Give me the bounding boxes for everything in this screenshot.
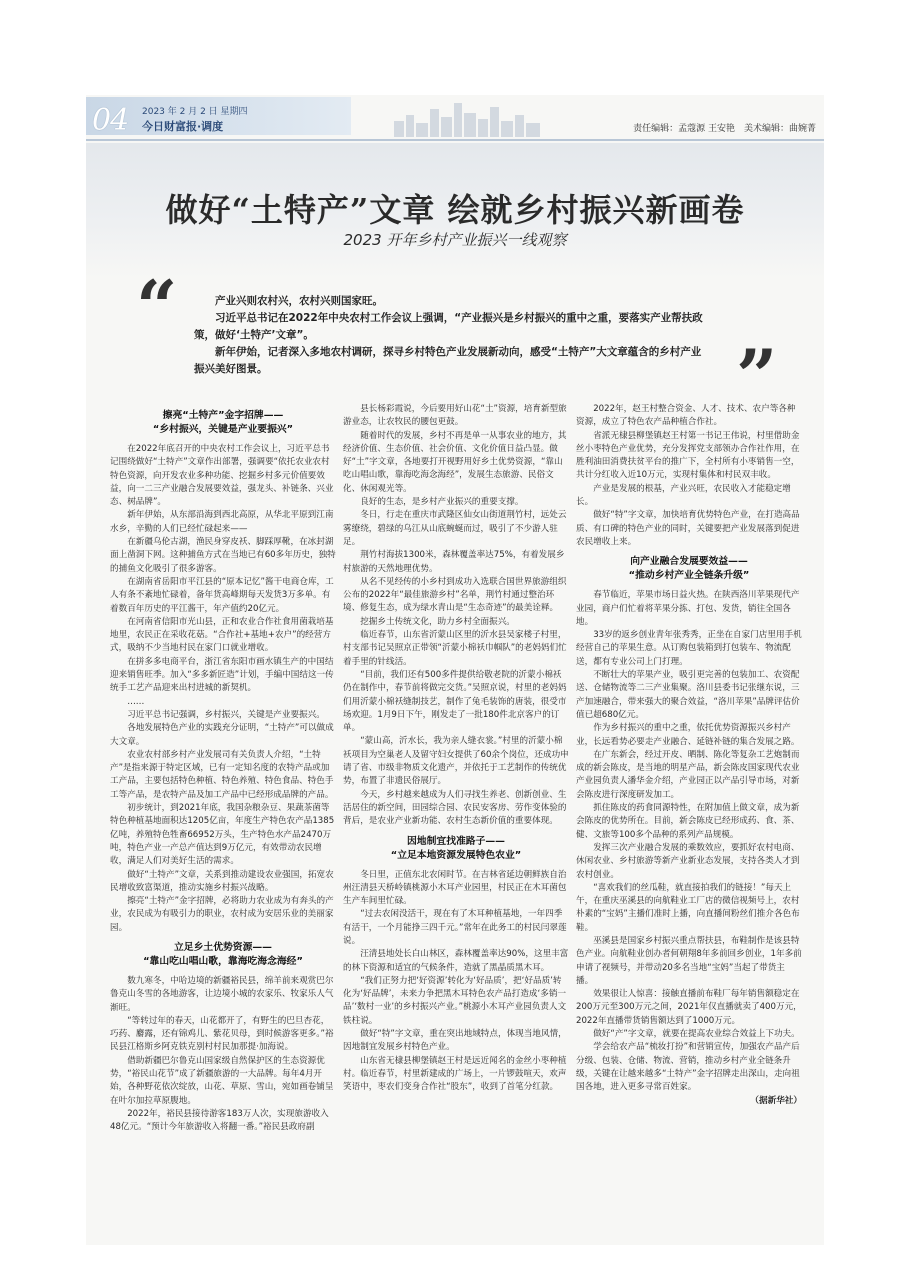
paragraph: 良好的生态，是乡村产业振兴的重要支撑。 — [360, 497, 524, 508]
section-name: 今日财富报·调度 — [142, 120, 224, 133]
paragraph: 数九寒冬，中哈边境的新疆裕民县，绵羊前来观赏巴尔鲁克山冬雪的各地游客，让边境小城的农家乐、牧家乐人气渐旺。 — [110, 975, 334, 1013]
paragraph: …… — [127, 696, 145, 707]
paragraph: 在河南省信阳市光山县，正和农业合作社食用菌栽培基地里，农民正在采收花菇。“合作社+基地+农户”的经营方式，吸纳不少当地村民在家门口就业增收。 — [110, 616, 334, 654]
paragraph: “喜欢我们的丝瓜鞋，就直接拍我们的链接！”每天上午，在重庆巫溪县的向航鞋业工厂店的微信视频号上，农村朴素的“宝妈”主播们准时上播，向直播间粉丝们推介各色布鞋。 — [576, 882, 800, 933]
paragraph: 抓住陈皮的药食同源特性，在附加值上做文章，成为新会陈皮的优势所在。目前，新会陈皮已经形成药、食、茶、健、文旅等100多个品种的系列产品规模。 — [576, 803, 800, 840]
paragraph: 新年伊始，记者深入多地农村调研，探寻乡村特色产业发展新动向，感受“土特产”大文章蕴含的乡村产业振兴美好图景。 — [194, 346, 702, 375]
column-3 — [576, 403, 802, 1108]
section-body — [576, 589, 802, 1094]
paragraph: 效果很让人惊喜：接触直播前布鞋厂每年销售额稳定在200万元至300万元之间，2021年仅直播就卖了400万元，2022年直播带货销售额达到了1000万元。 — [576, 989, 802, 1026]
section-body — [343, 869, 569, 1095]
paragraph: 冬日，行走在重庆市武隆区仙女山街道荆竹村，远处云雾缭绕，碧绿的乌江从山底蜿蜒而过，吸引了不少游人驻足。 — [343, 510, 567, 547]
paragraph: 巫溪县是国家乡村振兴重点帮扶县，布鞋制作是该县特色产业。向航鞋业创办者何朝翔8年多前回乡创业，1年多前申请了视频号，并带动20多名当地“宝妈”当起了带货主播。 — [576, 935, 802, 986]
paragraph: 冬日里，正值东北农闲时节。在吉林省延边朝鲜族自治州汪清县天桥岭镇桃源小木耳产业园里，村民正在木耳菌包生产车间里忙碌。 — [343, 869, 567, 907]
paragraph: 做好“产”字文章，就要在提高农业综合效益上下功夫。 — [593, 1029, 800, 1040]
paragraph: 从名不见经传的小乡村到成功入选联合国世界旅游组织公布的2022年“最佳旅游乡村”名单，荆竹村通过整治环境、修复生态，成为绿水青山是“生态奇迹”的最美诠释。 — [343, 576, 567, 614]
paragraph: 新年伊始，从东部沿海到西北高原，从华北平原到江南水乡，辛勤的人们已经忙碌起来—— — [110, 510, 334, 534]
paragraph: 在新疆乌伦古湖，渔民身穿皮袄、脚踩厚靴，在冰封湖面上凿洞下网。这种捕鱼方式在当地已有60多年历史，独特的捕鱼文化吸引了很多游客。 — [110, 537, 336, 574]
article-title: 做好“土特产”文章 绘就乡村振兴新画卷 — [165, 191, 745, 229]
section-body — [110, 443, 336, 935]
paragraph: 产业是发展的根基，产业兴旺，农民收入才能稳定增长。 — [576, 483, 791, 508]
paragraph: “我们正努力把‘好资源’转化为‘好品质’，把‘好品质’转化为‘好品牌’，未来力争把黑木耳特色农产品打造成‘多销一品’‘数村一业’的乡村振兴产业。”桃源小木耳产业园负责人文铁柱说。 — [343, 975, 567, 1026]
section-heading: 擦亮“土特产”金字招牌—— “乡村振兴，关键是产业要振兴” — [152, 410, 294, 435]
paragraph: 不断壮大的苹果产业，吸引更完善的包装加工、农资配送、仓储物流等二三产业集聚。洛川县委书记张继东说，三产加速融合，带来强大的聚合效益，“洛川苹果”品牌评估价值已超680亿元。 — [576, 670, 800, 720]
paragraph: “等转过年的春天，山花都开了，有野生的巴旦杏花，巧药、麝露，还有锦鸡儿、紫花贝母，到时候游客更多。”裕民县江格斯乡阿克铁克别村村民加那提·加海说。 — [110, 1015, 334, 1053]
section-heading: 因地制宜找准路子—— “立足本地资源发展特色农业” — [390, 835, 522, 861]
paragraph: 随着时代的发展，乡村不再是单一从事农业的地方，其经济价值、生态价值、社会价值、文化价值日益凸显。做好“土”字文章，各地要打开视野用好乡土优势资源，“靠山吃山唱山歌，靠海吃海念海经”，发展生态旅游、民俗文化、休闲观光等。 — [343, 430, 567, 494]
issue-date: 2023 年 2 月 2 日 星期四 — [142, 107, 248, 117]
paragraph: 2022年，赵王村整合资金、人才、技术、农户等各种资源，成立了特色农产品种植合作社。 — [576, 404, 796, 428]
paragraph: 在广东新会，经过开皮、晒制、陈化等复杂工艺炮制而成的新会陈皮，是当地的明星产品，新会陈皮国家现代农业产业园负责人潘华金介绍，产业园正以产品引导市场，对新会陈皮进行深度研发加工。 — [576, 749, 800, 800]
section-heading: 向产业融合发展要效益—— “推动乡村产业全链条升级” — [628, 556, 750, 582]
paragraph: 农业农村部乡村产业发展司有关负责人介绍，“土特产”是指来源于特定区域，已有一定知名度的农特产品或加工产品，主要包括特色种植、特色养殖、特色食品、特色手工等产品，是农特产品及加工产品中已经形成品牌的产品。 — [110, 749, 334, 800]
column-2 — [343, 403, 569, 1095]
editors-credit: 责任编辑：孟蔻源 王安艳 美术编辑：曲婉菁 — [633, 124, 816, 134]
page-number: 04 — [92, 103, 129, 138]
paragraph: 33岁的返乡创业青年张秀秀，正坐在自家门店里用手机经营自己的苹果生意。从订购包装箱到打包装车、物流配送，都有专业公司上门打理。 — [576, 630, 802, 667]
paragraph: “过去农闲没活干，现在有了木耳种植基地，一年四季有活干，一个月能挣三四千元。”常年在此务工的村民闫翠莲说。 — [343, 909, 567, 946]
open-quote-icon: “ — [136, 264, 178, 349]
header-divider — [86, 139, 824, 141]
paragraph: 作为乡村振兴的重中之重，依托优势资源振兴乡村产业，长远看势必要走产业融合、延链补链的集合发展之路。 — [576, 723, 800, 747]
paragraph: 各地发展特色产业的实践充分证明，“土特产”可以做成大文章。 — [110, 723, 334, 747]
paragraph: 借助新疆巴尔鲁克山国家级自然保护区的生态资源优势，“裕民山花节”成了新疆旅游的一大品牌。每年4月开始，各种野花依次绽放，山花、草原、雪山，宛如画卷铺呈在叶尔加拉草原腹地。 — [110, 1055, 334, 1106]
paragraph: 春节临近，苹果市场日益火热。在陕西洛川苹果现代产业园，商户们忙着将苹果分拣、打包、发货，销往全国各地。 — [576, 590, 800, 627]
paragraph: 今天，乡村越来越成为人们寻找生养老、创新创业、生活居住的新空间，田园综合园、农民安客房、劳作变体验的背后，是农业产业新功能、农村生态新价值的重要体现。 — [343, 789, 567, 827]
paragraph: 做好“土特产”文章，关系到推动建设农业强国，拓宽农民增收致富渠道，推动实施乡村振兴战略。 — [110, 869, 334, 893]
section-heading: 立足乡土优势资源—— “靠山吃山唱山歌，靠海吃海念海经” — [143, 941, 303, 967]
paragraph: 县长杨彩霞说，今后要用好山花“土”资源，培育新型旅游业态，让农牧民的腰包更鼓。 — [343, 404, 567, 428]
article-subtitle: 2023 开年乡村产业振兴一线观察 — [343, 231, 567, 249]
section-body — [110, 975, 336, 1135]
column-1 — [110, 403, 336, 1135]
paragraph: 初步统计，到2021年底，我国杂粮杂豆、果蔬茶菌等特色种植基地面积达1205亿亩，年度生产特色农产品1385亿吨，养殖特色牲畜66952万头，生产特色水产品2470万吨，特色产业一产总产值达到9万亿元，有效带动农民增收，满足人们对美好生活的需求。 — [110, 803, 335, 867]
newspaper-page — [86, 95, 824, 1245]
city-skyline-icon — [386, 97, 556, 137]
paragraph: 做好“特”字文章，加快培育优势特色产业，在打造高品质、有口碑的特色产业的同时，关键要把产业发展落到促进农民增收上来。 — [576, 510, 800, 547]
paragraph: “蒙山高，沂水长，我为亲人缝衣裳。”村里的沂蒙小棉袄项目为空巢老人及留守妇女提供了60余个岗位，还成功申请了省、市级非物质文化遗产，并依托于工艺制作的传统优势，布置了非遗民俗展厅。 — [343, 736, 569, 787]
paragraph: 挖掘乡土传统文化，助力乡村全面振兴。 — [360, 616, 515, 627]
paragraph: 学会给农产品“梳妆打扮”和营销宣传，加强农产品产后分级、包装、仓储、物流、营销，推动乡村产业全链条升级，关键在让越来越多“土特产”金字招牌走出深山，走向祖国各地，进入更多寻常百姓家。 — [576, 1042, 800, 1093]
page-header — [86, 95, 824, 141]
section-body — [343, 403, 569, 829]
paragraph: 2022年，裕民县接待游客183万人次，实现旅游收入48亿元。“预计今年旅游收入将翻一番。”裕民县政府副 — [110, 1108, 329, 1133]
paragraph: 擦亮“土特产”金字招牌，必将助力农业成为有奔头的产业，农民成为有吸引力的职业，农村成为安居乐业的美丽家园。 — [110, 896, 334, 933]
paragraph: 临近春节，山东省沂蒙山区里的沂水县吴家楼子村里，村支部书记吴照京正带领“沂蒙小棉袄巾帼队”的老妈妈们忙着手里的针线活。 — [343, 630, 567, 667]
paragraph: 在2022年底召开的中央农村工作会议上，习近平总书记围绕做好“土特产”文章作出部署，强调要“依托农业农村特色资源，向开发农业多种功能、挖掘乡村多元价值要效益，向一二三产业融合发展要效益，强龙头、补链条、兴业态、树品牌”。 — [110, 444, 334, 508]
paragraph: 汪清县地处长白山林区，森林覆盖率达90%，这里丰富的林下资源和适宜的气候条件，造就了黑晶质黑木耳。 — [343, 949, 569, 973]
paragraph: 产业兴则农村兴，农村兴则国家旺。 — [215, 295, 383, 307]
close-quote-icon: ” — [736, 333, 778, 418]
paragraph: 在湖南省岳阳市平江县的“原本记忆”酱干电商仓库，工人有条不紊地忙碌着，备年货高峰期每天发货3万多单。有着数百年历史的平江酱干，年产值约20亿元。 — [110, 576, 334, 614]
paragraph: 习近平总书记强调，乡村振兴，关键是产业要振兴。 — [127, 709, 325, 720]
lead-paragraphs — [194, 293, 704, 378]
paragraph: 省派无棣县柳堡镇赵王村第一书记王伟说，村里借助金丝小枣特色产业优势，充分发挥党支部领办合作社作用，在胜利油田消费扶贫平台的推广下，全村所有小枣销售一空，共计分红收入近10万元，实现村集体和村民双丰收。 — [576, 430, 800, 481]
paragraph: 做好“特”字文章，重在突出地域特点，体现当地风情，因地制宜发展乡村特色产业。 — [343, 1029, 567, 1053]
paragraph: 山东省无棣县柳堡镇赵王村是远近闻名的金丝小枣种植村。临近春节，村里新建成的广场上，一片锣鼓喧天，欢声笑语中，枣农们变身合作社“股东”，收到了首笔分红款。 — [343, 1055, 567, 1093]
source-credit: （据新华社） — [750, 1095, 802, 1106]
paragraph: 发挥三次产业融合发展的乘数效应，要抓好农村电商、休闲农业、乡村旅游等新产业新业态发展，支持各类人才到农村创业。 — [576, 842, 800, 880]
paragraph: 在拼多多电商平台，浙江省东阳市画水镇生产的中国结迎来销售旺季。加入“多多新匠造”计划，手编中国结这一传统手工艺产品迎来出村进城的新契机。 — [110, 656, 334, 694]
paragraph: 习近平总书记在2022年中央农村工作会议上强调，“产业振兴是乡村振兴的重中之重，要落实产业帮扶政策，做好‘土特产’文章”。 — [194, 312, 703, 341]
section-body — [576, 403, 802, 549]
paragraph: “目前，我们还有500多件提供给敬老院的沂蒙小棉袄仍在制作中，春节前将做完交货。”吴照京说，村里的老妈妈们用沂蒙小棉袄缝制技艺，制作了兔毛装饰的唐装，很受市场欢迎。1月9日下午，刚发走了一批180件北京客户的订单。 — [343, 669, 567, 734]
paragraph: 荆竹村海拔1300米，森林覆盖率达75%，有着发展乡村旅游的天然地理优势。 — [343, 550, 565, 574]
